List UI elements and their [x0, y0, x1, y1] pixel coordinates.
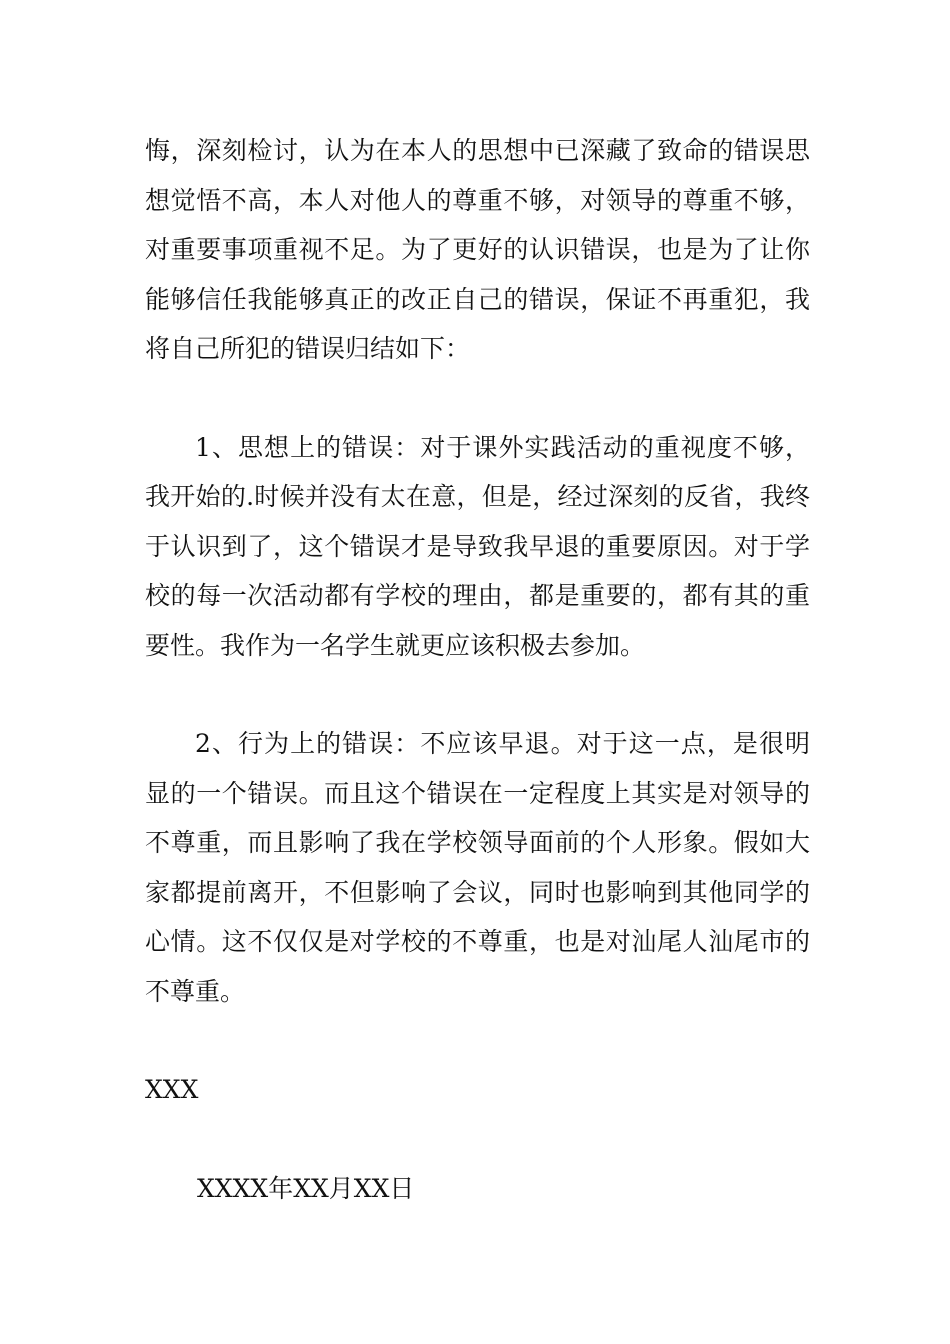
paragraph-gap: [145, 670, 810, 719]
paragraph-gap: [145, 1016, 810, 1065]
paragraph-point-2: 2、行为上的错误：不应该早退。对于这一点，是很明显的一个错误。而且这个错误在一定程度上其实是对领导的不尊重，而且影响了我在学校领导面前的个人形象。假如大家都提前离开，不但影响了会议，同时也影响到其他同学的心情。这不仅仅是对学校的不尊重，也是对汕尾人汕尾市的不尊重。: [145, 729, 810, 1006]
paragraph-point-1: 1、思想上的错误：对于课外实践活动的重视度不够，我开始的.时候并没有太在意，但是，经过深刻的反省，我终于认识到了，这个错误才是导致我早退的重要原因。对于学校的每一次活动都有学校的理由，都是重要的，都有其的重要性。我作为一名学生就更应该积极去参加。: [145, 432, 810, 660]
signature-date: XXXX年XX月XX日: [197, 1173, 415, 1203]
signature: XXX: [145, 1075, 199, 1104]
paragraph-gap: [145, 374, 810, 423]
document-body: [145, 126, 810, 1213]
paragraph-intro: 悔，深刻检讨，认为在本人的思想中已深藏了致命的错误思想觉悟不高，本人对他人的尊重不够，对领导的尊重不够，对重要事项重视不足。为了更好的认识错误，也是为了让你能够信任我能够真正的改正自己的错误，保证不再重犯，我将自己所犯的错误归结如下：: [145, 136, 810, 363]
paragraph-gap: [145, 1115, 810, 1164]
